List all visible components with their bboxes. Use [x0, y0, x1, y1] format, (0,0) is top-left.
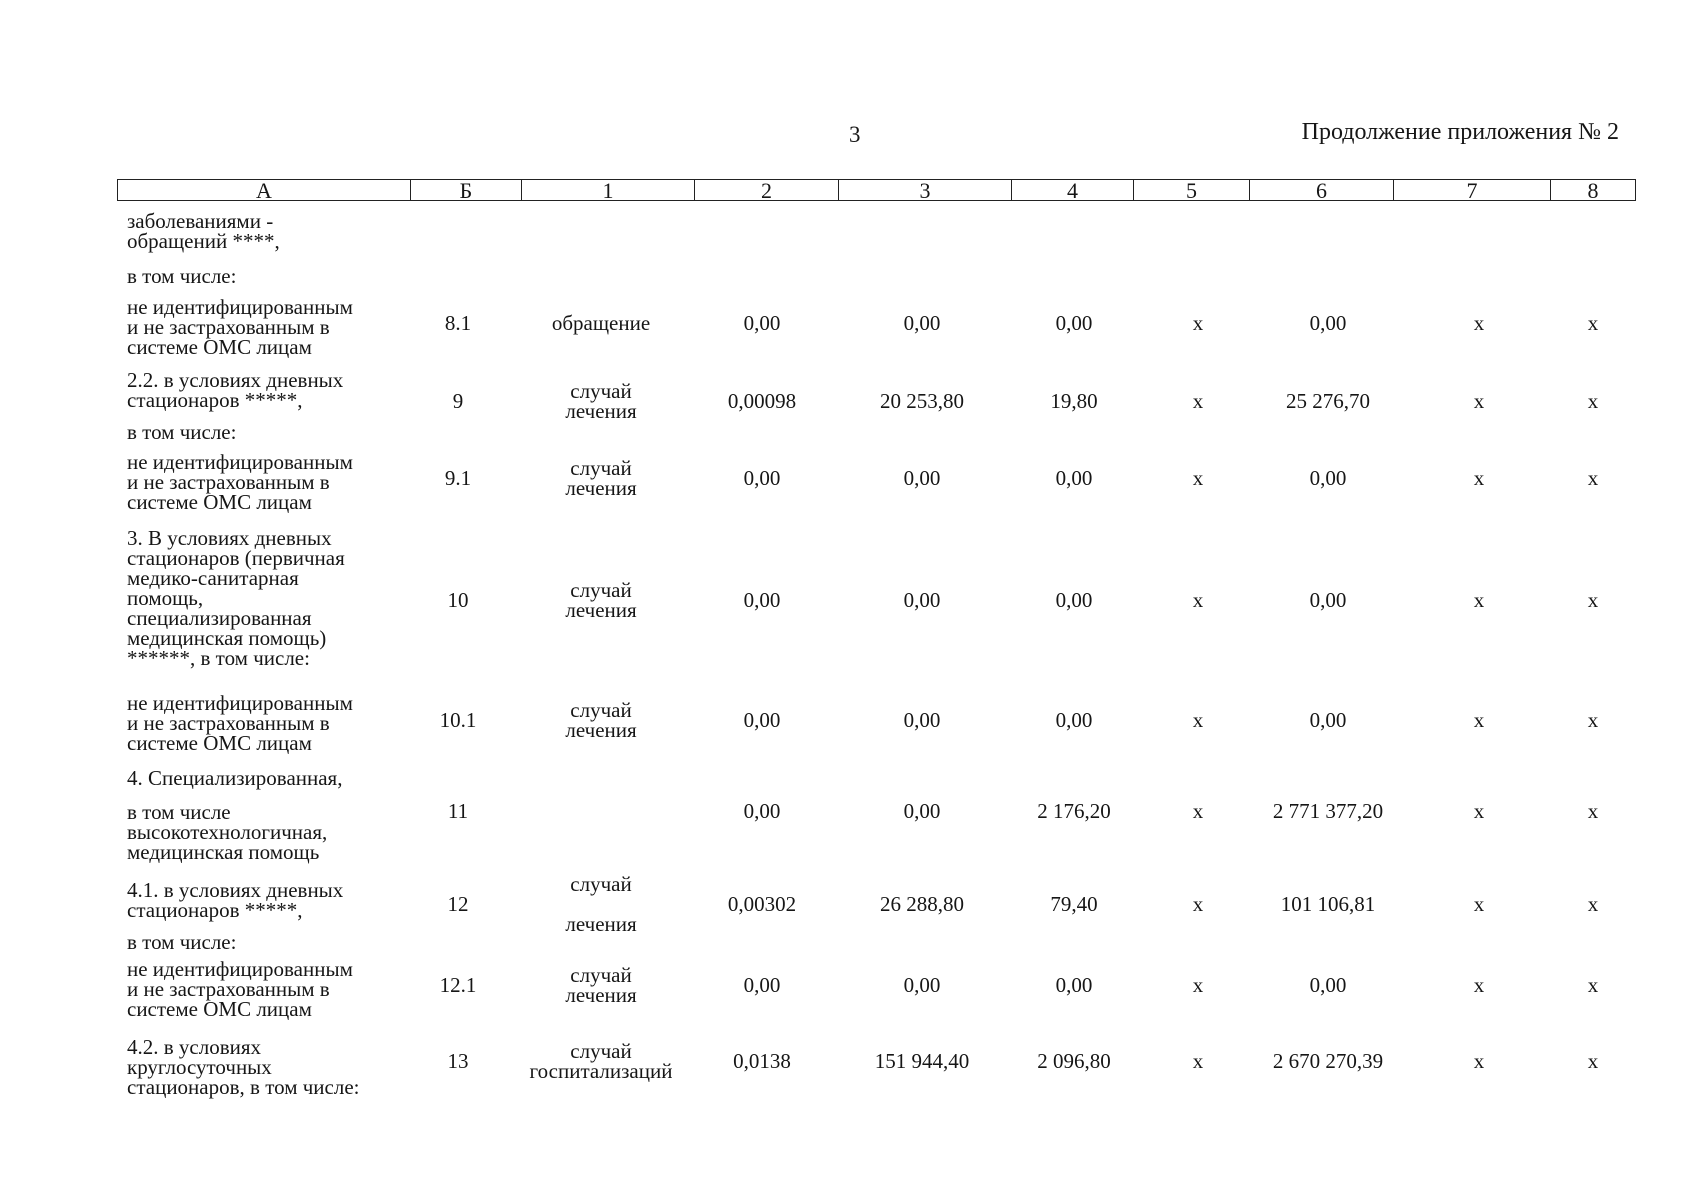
row-label-v-tom-chisle-2: в том числе: [127, 420, 237, 444]
cell-row-9-1-c4: 0,00 [1055, 466, 1093, 490]
cell-row-8-1-c8: х [1587, 311, 1599, 335]
cell-row-13-c5: х [1192, 1049, 1204, 1073]
column-header-2: Б [410, 179, 521, 201]
cell-row-9-c8: х [1587, 389, 1599, 413]
cell-row-13-unit: случай госпитализаций [529, 1039, 673, 1083]
row-label-row-8-1: не идентифицированным и не застрахованным в системе ОМС лицам [127, 295, 353, 359]
cell-row-10-1-unit: случай лечения [565, 698, 637, 742]
cell-row-8-1-c6: 0,00 [1309, 311, 1347, 335]
cell-row-8-1-c5: х [1192, 311, 1204, 335]
cell-row-10-1-c6: 0,00 [1309, 708, 1347, 732]
cell-row-11-b: 11 [447, 799, 469, 823]
cell-row-8-1-c2: 0,00 [743, 311, 781, 335]
cell-row-12-c5: х [1192, 892, 1204, 916]
row-label-row-10: 3. В условиях дневных стационаров (первичная медико-санитарная помощь, специализированная медицинская помощь) ******, в том числе: [127, 526, 345, 670]
row-label-row-9-1: не идентифицированным и не застрахованным в системе ОМС лицам [127, 450, 353, 514]
cell-row-10-c6: 0,00 [1309, 588, 1347, 612]
cell-row-12-c6: 101 106,81 [1280, 892, 1376, 916]
cell-row-11-c8: х [1587, 799, 1599, 823]
cell-row-10-c2: 0,00 [743, 588, 781, 612]
cell-row-12-1-c5: х [1192, 973, 1204, 997]
column-header-9: 7 [1393, 179, 1550, 201]
column-header-6: 4 [1011, 179, 1133, 201]
cell-row-12-1-unit: случай лечения [565, 963, 637, 1007]
cell-row-9-c6: 25 276,70 [1286, 389, 1370, 413]
cell-row-10-unit: случай лечения [565, 578, 637, 622]
cell-row-9-b: 9 [452, 389, 464, 413]
cell-row-8-1-unit: обращение [551, 311, 651, 335]
cell-row-8-1-c4: 0,00 [1055, 311, 1093, 335]
cell-row-9-1-c2: 0,00 [743, 466, 781, 490]
cell-row-11-c3: 0,00 [903, 799, 941, 823]
cell-row-13-c3: 151 944,40 [874, 1049, 970, 1073]
cell-row-8-1-c3: 0,00 [903, 311, 941, 335]
row-label-v-tom-chisle-1: в том числе: [127, 264, 237, 288]
cell-row-10-b: 10 [447, 588, 469, 612]
cell-row-10-1-c8: х [1587, 708, 1599, 732]
cell-row-9-1-c5: х [1192, 466, 1204, 490]
cell-row-10-c7: х [1473, 588, 1485, 612]
row-label-row-12-1: не идентифицированным и не застрахованным в системе ОМС лицам [127, 957, 353, 1021]
cell-row-10-1-c2: 0,00 [743, 708, 781, 732]
cell-row-10-1-c7: х [1473, 708, 1485, 732]
cell-row-10-1-c3: 0,00 [903, 708, 941, 732]
cell-row-11-c2: 0,00 [743, 799, 781, 823]
cell-row-12-1-b: 12.1 [439, 973, 477, 997]
cell-row-10-c4: 0,00 [1055, 588, 1093, 612]
column-header-5: 3 [838, 179, 1011, 201]
cell-row-11-c5: х [1192, 799, 1204, 823]
cell-row-13-c8: х [1587, 1049, 1599, 1073]
cell-row-12-c2: 0,00302 [727, 892, 797, 916]
row-label-row-9: 2.2. в условиях дневных стационаров *****, [127, 368, 344, 412]
cell-row-11-c6: 2 771 377,20 [1272, 799, 1384, 823]
cell-row-12-c8: х [1587, 892, 1599, 916]
cell-row-9-c3: 20 253,80 [880, 389, 964, 413]
cell-row-9-c4: 19,80 [1050, 389, 1098, 413]
cell-row-9-unit: случай лечения [565, 379, 637, 423]
cell-row-10-c8: х [1587, 588, 1599, 612]
cell-row-10-1-c5: х [1192, 708, 1204, 732]
cell-row-11-c4: 2 176,20 [1037, 799, 1111, 823]
cell-row-9-1-unit: случай лечения [565, 456, 637, 500]
cell-row-9-c2: 0,00098 [727, 389, 797, 413]
cell-row-8-1-c7: х [1473, 311, 1485, 335]
cell-row-10-c3: 0,00 [903, 588, 941, 612]
cell-row-12-1-c8: х [1587, 973, 1599, 997]
row-label-v-tom-chisle-3: в том числе: [127, 930, 237, 954]
page-heading: Продолжение приложения № 2 [1301, 119, 1619, 145]
cell-row-12-1-c6: 0,00 [1309, 973, 1347, 997]
cell-row-11-c7: х [1473, 799, 1485, 823]
row-label-row-11: в том числе высокотехнологичная, медицинская помощь [127, 800, 328, 864]
cell-row-13-c7: х [1473, 1049, 1485, 1073]
cell-row-8-1-b: 8.1 [444, 311, 472, 335]
column-header-3: 1 [521, 179, 694, 201]
cell-row-10-c5: х [1192, 588, 1204, 612]
cell-row-12-1-c2: 0,00 [743, 973, 781, 997]
cell-row-12-b: 12 [447, 892, 469, 916]
cell-row-13-c4: 2 096,80 [1037, 1049, 1111, 1073]
row-label-row-10-1: не идентифицированным и не застрахованным в системе ОМС лицам [127, 691, 353, 755]
cell-row-13-c2: 0,0138 [733, 1049, 791, 1073]
cell-row-9-1-c6: 0,00 [1309, 466, 1347, 490]
column-header-4: 2 [694, 179, 838, 201]
cell-row-9-1-b: 9.1 [444, 466, 472, 490]
cell-row-9-1-c8: х [1587, 466, 1599, 490]
cell-row-9-c7: х [1473, 389, 1485, 413]
cell-row-12-1-c3: 0,00 [903, 973, 941, 997]
cell-row-9-c5: х [1192, 389, 1204, 413]
cell-row-12-c4: 79,40 [1050, 892, 1098, 916]
cell-row-9-1-c7: х [1473, 466, 1485, 490]
cell-row-12-1-c4: 0,00 [1055, 973, 1093, 997]
page-number: 3 [849, 122, 861, 147]
row-label-row-13: 4.2. в условиях круглосуточных стационаров, в том числе: [127, 1035, 360, 1099]
cell-row-12-1-c7: х [1473, 973, 1485, 997]
cell-row-12-c7: х [1473, 892, 1485, 916]
row-label-row-4-heading: 4. Специализированная, [127, 766, 343, 790]
cell-row-12-c3: 26 288,80 [880, 892, 964, 916]
row-label-row-12: 4.1. в условиях дневных стационаров *****, [127, 878, 344, 922]
cell-row-13-c6: 2 670 270,39 [1272, 1049, 1384, 1073]
cell-row-10-1-c4: 0,00 [1055, 708, 1093, 732]
column-header-1: А [117, 179, 410, 201]
cell-row-12-unit: случай лечения [565, 872, 637, 936]
cell-row-10-1-b: 10.1 [439, 708, 477, 732]
row-label-zabolevaniyami-obrashcheniy: заболеваниями - обращений ****, [127, 209, 280, 253]
column-header-7: 5 [1133, 179, 1249, 201]
cell-row-9-1-c3: 0,00 [903, 466, 941, 490]
column-header-10: 8 [1550, 179, 1636, 201]
column-header-8: 6 [1249, 179, 1393, 201]
cell-row-13-b: 13 [447, 1049, 469, 1073]
